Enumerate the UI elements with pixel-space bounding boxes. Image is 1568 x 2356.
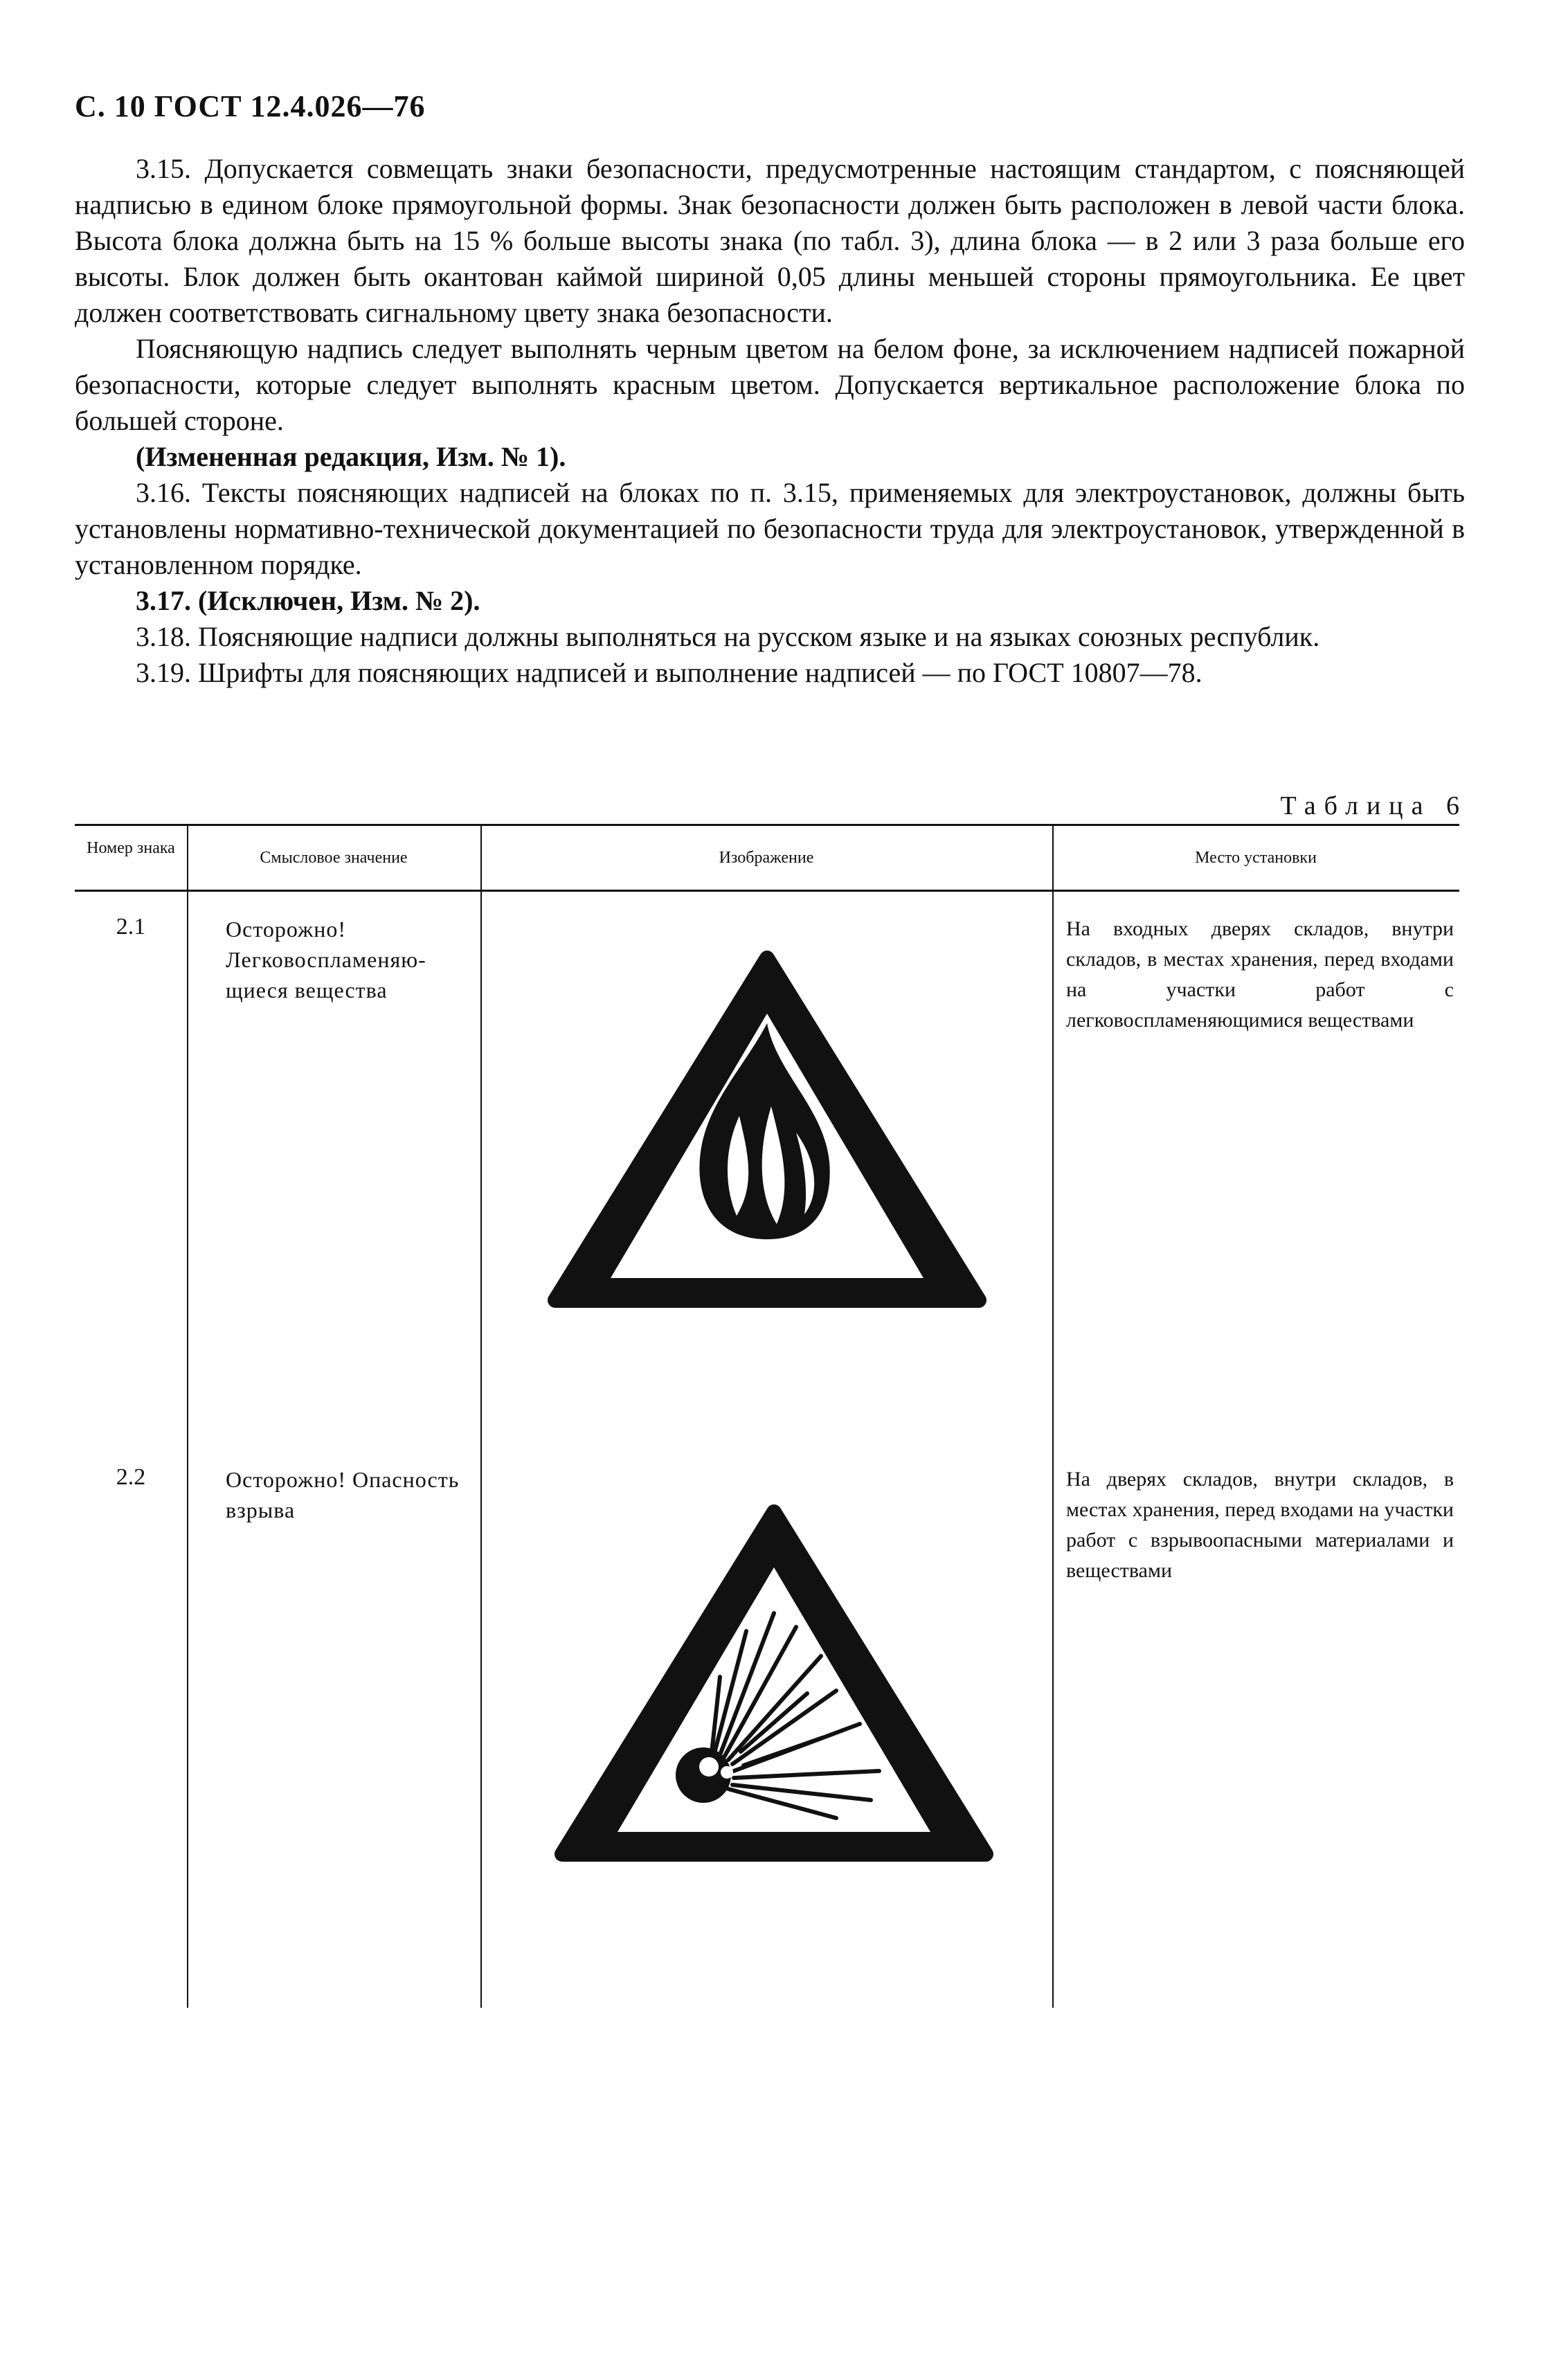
sign-placement: На входных дверях складов, внутри складов, в местах хранения, перед входами на участки работ с легковоспламеняющимися веществами — [1066, 917, 1454, 1032]
page-header: С. 10 ГОСТ 12.4.026—76 — [75, 89, 426, 123]
paragraph-3-18: 3.18. Поясняющие надписи должны выполняться на русском языке и на языках союзных республик. — [136, 621, 1320, 652]
column-divider — [187, 824, 188, 2008]
column-divider — [1052, 824, 1054, 2008]
paragraph-fire-note: Поясняющую надпись следует выполнять черным цветом на белом фоне, за исключением надписей пожарной безопасности, которые следует выполнять красным цветом. Допускается вертикальное расположение блока по большей стороне. — [75, 333, 1465, 436]
paragraph-3-16: 3.16. Тексты поясняющих надписей на блоках по п. 3.15, применяемых для электроустановок, должны быть установлены нормативно-технической документацией по безопасности труда для электроустановок, утвержденной в установленном порядке. — [75, 477, 1465, 580]
signs-table — [75, 824, 1459, 2008]
paragraph-3-15: 3.15. Допускается совмещать знаки безопасности, предусмотренные настоящим стандартом, с поясняющей надписью в едином блоке прямоугольной формы. Знак безопасности должен быть расположен в левой части блока. Высота блока должна быть на 15 % больше высоты знака (по табл. 3), длина блока — в 2 или 3 раза больше его высоты. Блок должен быть окантован каймой шириной 0,05 длины меньшей стороны прямоугольника. Ее цвет должен соответствовать сигнальному цвету знака безопасности. — [75, 153, 1465, 328]
explosion-warning-icon — [546, 1495, 1002, 1873]
table-caption: Таблица 6 — [1280, 791, 1468, 820]
header-number: Номер знака — [87, 839, 175, 857]
table-header-rule — [75, 890, 1459, 892]
header-meaning: Смысловое значение — [260, 849, 408, 867]
column-divider — [480, 824, 482, 2008]
sign-number: 2.2 — [116, 1464, 146, 1490]
header-place: Место установки — [1195, 849, 1317, 867]
paragraph-3-19: 3.19. Шрифты для поясняющих надписей и выполнение надписей — по ГОСТ 10807—78. — [136, 657, 1202, 688]
amendment-note-1: (Измененная редакция, Изм. № 1). — [136, 441, 566, 472]
sign-placement: На дверях складов, внутри складов, в местах хранения, перед входами на участки работ с взрывоопасными материалами и веществами — [1066, 1468, 1454, 1582]
flammable-flame-warning-icon — [539, 942, 995, 1319]
sign-number: 2.1 — [116, 914, 146, 939]
paragraph-3-17: 3.17. (Исключен, Изм. № 2). — [136, 585, 480, 616]
sign-meaning: Осторожно! Опасность взрыва — [226, 1467, 460, 1522]
body-text — [75, 151, 1465, 691]
table-top-rule — [75, 824, 1459, 826]
header-image: Изображение — [719, 849, 814, 867]
sign-meaning: Осторожно! Легковоспламеняю-щиеся вещества — [226, 917, 426, 1002]
